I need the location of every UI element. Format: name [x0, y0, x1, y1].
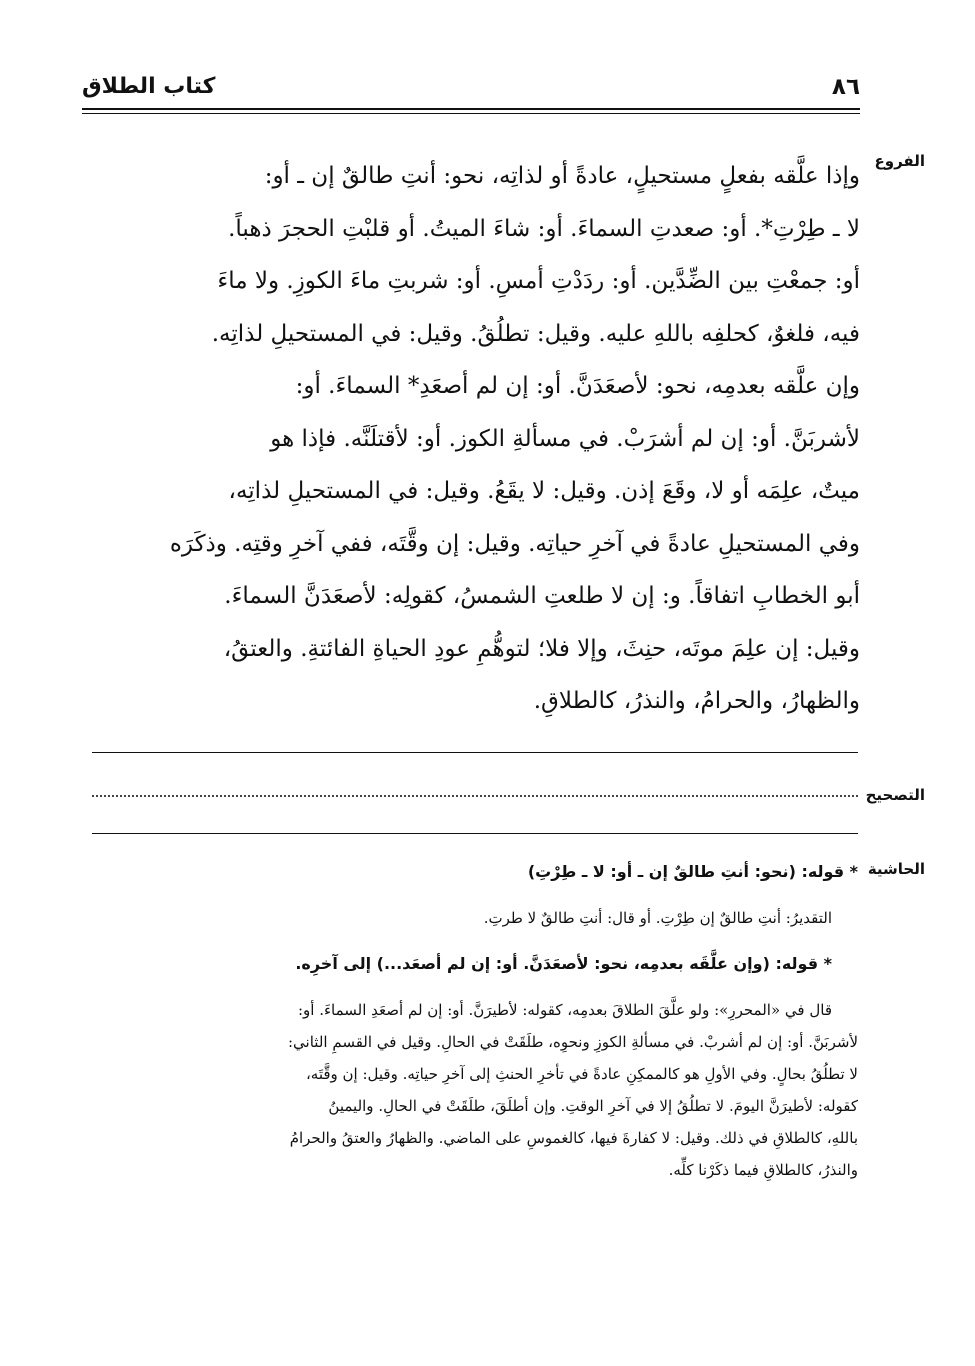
main-text-line: وإن علَّقه بعدمِه، نحو: لأصعَدَنَّ. أو: إن لم أصعَدِ* السماءَ. أو: [295, 373, 860, 399]
main-text-line: لأشربَنَّ. أو: إن لم أشرَبْ. في مسألةِ الكوز. أو: لأقتلَنَّه. فإذا هو [270, 425, 860, 452]
main-text-line: لا ـ طِرْتِ*. أو: صعدتِ السماءَ. أو: شاءَ الميتُ. أو قلبْتِ الحجرَ ذهباً. [228, 215, 860, 242]
section-divider [92, 833, 858, 834]
furu-label: الفروع [874, 152, 925, 170]
tashih-label: التصحيح [865, 786, 925, 804]
main-text-line: وفي المستحيلِ عادةً في آخرِ حياتِه. وقيل: إن وقَّتَه، ففي آخرِ وقتِه. وذكَرَه [169, 530, 860, 557]
note-body-line: باللهِ، كالطلاقِ في ذلك. وقيل: لا كفارةَ فيها، كالغموسِ على الماضي. والظهارُ والعتقُ والحرامُ [289, 1129, 858, 1147]
hashiya-label: الحاشية [867, 860, 925, 878]
note-body-line: والنذرُ، كالطلاقِ فيما ذكَرْنا كلِّه. [668, 1161, 858, 1179]
tashih-dotted-line [92, 795, 858, 797]
note-body-line: لا تطلُقُ بحالٍ. وفي الأولِ هو كالممكِنِ عادةً في تأخرِ الحنثِ إلى آخرِ حياتِه. وقيل: إن وقَّتَه، [305, 1065, 858, 1083]
page-number: ٨٦ [831, 74, 860, 100]
note-body-line: التقديرُ: أنتِ طالقٌ إن طِرْتِ. أو قال: أنتِ طالقٌ لا طرتِ. [483, 909, 832, 927]
main-text [82, 150, 860, 728]
main-text-line: وقيل: إن علِمَ موتَه، حنِثَ، وإلا فلا؛ لتوهُّمِ عودِ الحياةِ الفائتةِ. والعتقُ، [223, 635, 860, 662]
note-body-line: لأشربَنَّ. أو: إن لم أشربْ. في مسألةِ الكوزِ ونحوِه، طلَقَتْ في الحالِ. وقيل في القسمِ الثاني: [288, 1033, 858, 1051]
header-rule-thick [82, 108, 860, 110]
main-text-line: فيه، فلغوٌ، كحلفِه باللهِ عليه. وقيل: تطلُقُ. وقيل: في المستحيلِ لذاتِه. [211, 320, 860, 347]
running-title: كتاب الطلاق [82, 74, 216, 99]
note-body-line: قال في «المحررِ»: ولو علَّقَ الطلاقَ بعدمِه، كقوله: لأطيرَنَّ. أو: إن لم أصعَدِ السماءَ. أو: [298, 1001, 832, 1019]
main-text-line: وإذا علَّقه بفعلٍ مستحيلٍ، عادةً أو لذاتِه، نحو: أنتِ طالقٌ إن ـ أو: [264, 163, 860, 189]
main-text-line: أو: جمعْتِ بين الضِّدَّين. أو: ردَدْتِ أمسِ. أو: شربتِ ماءَ الكوزِ. ولا ماءَ [217, 268, 860, 294]
note-heading: * قوله: (وإن علَّقَه بعدمِه، نحو: لأصعَدَنَّ. أو: إن لم أصعَد...) إلى آخرِه. [295, 954, 832, 973]
hashiya-notes [92, 858, 858, 1186]
main-text-line: والظهارُ، والحرامُ، والنذرُ، كالطلاقِ. [533, 688, 860, 714]
note-body-line: كقوله: لأطيرَنَّ اليومَ. لا تطلُقُ إلا في آخرِ الوقتِ. وإن أطلَقَ، طلَقَتْ في الحالِ. واليمينُ [328, 1097, 858, 1115]
page-header [82, 72, 860, 106]
section-divider [92, 752, 858, 753]
main-text-line: أبو الخطابِ اتفاقاً. و: إن لا طلعتِ الشمسُ، كقولِه: لأصعَدَنَّ السماءَ. [224, 583, 860, 609]
note-heading: * قوله: (نحو: أنتِ طالقٌ إن ـ أو: لا ـ طِرْتِ) [527, 862, 858, 881]
header-rule-thin [82, 113, 860, 114]
main-text-line: ميتٌ، علِمَه أو لا، وقَعَ إذن. وقيل: لا يقَعُ. وقيل: في المستحيلِ لذاتِه، [228, 478, 860, 504]
